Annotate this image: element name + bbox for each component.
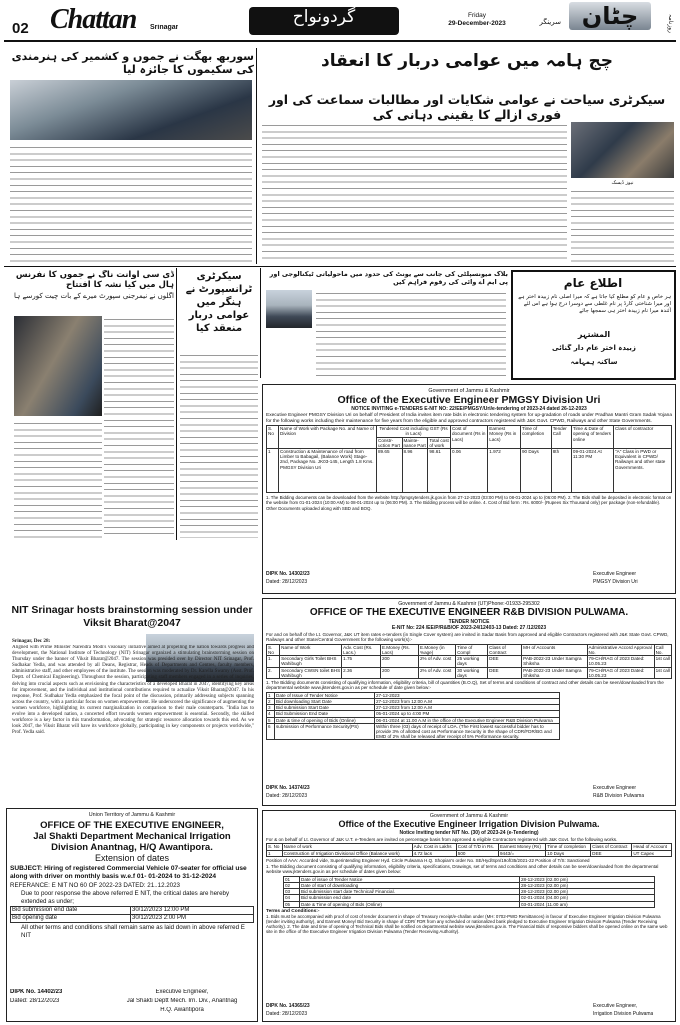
cell: 05-01-2024 up to 4:00 PM xyxy=(375,711,560,717)
cell: Date of issue of Tender Notice xyxy=(300,876,520,882)
cell: 01 xyxy=(284,876,300,882)
col-header: Time of completion xyxy=(520,426,551,449)
cell: 2.36 xyxy=(342,667,381,678)
pmgsy-dipk: DIPK No. 14302/23 xyxy=(266,571,310,577)
ir-extra: Position of AAA: Accorded vide, Superintending Engineer Hyd. Circle Pulwama H.Q. Shopian's order No. SE/Hyd/Spn/19of/35/2021-22 Position of T/S: Sanctioned xyxy=(266,857,590,863)
col-header: Time of completion xyxy=(546,844,591,850)
col-header: Adv. Cost in Lakhs xyxy=(412,844,456,850)
cell: DEE xyxy=(488,667,522,678)
col-header: Class of Contract xyxy=(591,844,632,850)
table-row xyxy=(267,667,672,678)
cell: Date of Issue of Tender Notice xyxy=(275,692,375,698)
col-header: Class of Contract xyxy=(488,644,522,655)
rb-schedule-table xyxy=(266,692,560,741)
notice-name: زبیدہ اختر عام دار گنائی xyxy=(552,344,636,352)
cell: 1. xyxy=(267,656,280,667)
public-notice xyxy=(511,270,676,380)
js-office: Jal Shakti Department Mechanical Irrigation xyxy=(33,831,231,842)
cell: 06-01-2024 at 11.00 A.M in the office of the Executive Engineer R&B Division Pulwama xyxy=(375,717,560,723)
col-group-header: Tendered Cost including GST (Rs in Lacs) xyxy=(377,426,451,437)
nit-dateline: Srinagar, Dec 28: xyxy=(12,638,51,644)
cell: PAB-2022-23 Under Samgra Shiksha xyxy=(522,656,587,667)
cell: Bid submission start date Technical/ Financial. xyxy=(300,889,520,895)
notice-body: ہر خاص و عام کو مطلع کیا جاتا ہے کہ میرا اصلی نام زبیدہ اختر ہے اور میرا شناختی کارڈ پر نام غلطی سے دوسرا درج ہوا ہے اس لئے آئندہ میرا نام زبیدہ اختر ہی سمجھا جائے xyxy=(518,294,671,314)
js-govt: Union Territory of Jammu & Kashmir xyxy=(88,812,176,818)
js-office: Division Anantnag, H/Q Awantipora. xyxy=(51,842,213,853)
lead-photo-caption: نیوز ڈیسک xyxy=(611,180,634,186)
cell: 27-12-2023 from 12:00 A.M xyxy=(375,699,560,705)
story2-photo xyxy=(10,80,252,140)
tender-irrigation xyxy=(262,810,676,1022)
pmgsy-dated: Dated: 28/12/2023 xyxy=(266,579,308,585)
ir-notice: Notice Inviting tender NIT No. (30) of 2023-24 (e-Tendering) xyxy=(399,830,539,836)
col-header: Head of Account xyxy=(632,844,672,850)
col-header: Administrative Accord Approval No. xyxy=(587,644,654,655)
cell: 2% of Adv. cost xyxy=(418,656,455,667)
cell: 6 xyxy=(267,723,275,740)
cell: 30/12/2023 2:00 PM xyxy=(131,915,254,923)
col-header: Class of contractor xyxy=(614,426,672,449)
nit-story xyxy=(6,604,258,804)
cell: Date of start of downloading xyxy=(300,882,520,888)
cell: 1 xyxy=(267,449,279,493)
cell: 30 working days xyxy=(456,667,488,678)
col-header: E.Money (in %age) xyxy=(418,644,455,655)
cell: Date & time of opening of Bids (Online) xyxy=(275,717,375,723)
cell: 1st call xyxy=(654,667,671,678)
js-sign: H.Q. Awantipora xyxy=(160,1007,204,1013)
col-header: S. No xyxy=(267,844,283,850)
cell: 30/12/2023 12:00 PM xyxy=(131,907,254,915)
cell: 3 xyxy=(267,705,275,711)
col-header: Name of Work with Package No. and Name of Division xyxy=(279,426,377,449)
notice-label: المشتہر xyxy=(577,330,611,339)
divider xyxy=(176,268,177,540)
story5-body xyxy=(316,290,506,380)
cell: 89.65 xyxy=(377,449,403,493)
ir-terms: 1. Bids must be accompanied with proof of cost of tender document in shape of Treasury receipt/e-challan under (MH: 0702-PWD Remittances) in favour of Executive Engineer Irrigation Division Pulwama (tender inviting authority), and Earnest Money/ Bid Security in shape of CDR/ FDR from any scheduled or nationalized bank pledged to Executive Engineer Irrigation Division Pulwama (Tender Receiving Authority). 2. The date and time of opening of Technical Bids shall be notified on departmental website www.jktenders.gov.in. The Financial Bids of responsive bidders shall be opened online on the same web site in the office of the Executive Engineer Irrigation Division Pulwama (Tender Receiving Authority). xyxy=(266,913,668,935)
ir-schedule-table xyxy=(283,876,655,908)
col-header: S. No xyxy=(267,644,280,655)
cell: 2. xyxy=(267,667,280,678)
divider xyxy=(4,266,676,267)
col-header: Time of Compl xyxy=(456,644,488,655)
js-reference: REFERANCE: E NIT NO 60 OF 2022-23 DATED: 21..12.2023 xyxy=(10,882,180,889)
cell: 02 xyxy=(284,882,300,888)
col-header: Time & Date of opening of tenders online xyxy=(571,426,613,449)
col-header: Mainte-nance Part xyxy=(402,437,428,448)
cell: Secondary Girls Toilet BHS Wahibugh xyxy=(280,656,342,667)
cell: 28-12-2023 (02.00 pm) xyxy=(520,889,655,895)
rb-enit: E-NIT No: 224 /EE/P/R&B/OF 2023-24/12403-13 Dated: 27 /12/2023 xyxy=(391,625,547,631)
rb-dated: Dated: 28/12/2023 xyxy=(266,793,308,799)
col-header: Adv. Cost (Rs. Lacs.) xyxy=(342,644,381,655)
pmgsy-footnotes: 1. The Bidding documents can be downloaded from the website http://pmgsytenders.jk.gov.in from 27-12-2023 (03:00 PM) to 08-01-2024 up to (06:00 PM). 2. The Bids shall be deposited in electronic format on the website from 01-01-2024 (10:00 AM) to 08-01-2024 up to (06:00 PM). 3. The Bidding process will be online. 4. Cost of Bid form : Rs. 6000/- (Rupees Six Thousand only) per package (non-refundable). Other Documents uploaded along with SBD and BOQ. xyxy=(266,495,672,511)
col-header: MH of Accounts xyxy=(522,644,587,655)
cell: Bid Submission End Date xyxy=(275,711,375,717)
col-header: Constr-uction Part xyxy=(377,437,403,448)
cell: submission of Performance Security(PS) xyxy=(275,723,375,740)
pmgsy-sign: Executive Engineer xyxy=(593,571,637,577)
table-row xyxy=(267,656,672,667)
js-dipk: DIPK No. 14402/23 xyxy=(10,989,63,995)
section-title: گردونواح xyxy=(249,7,399,35)
cell: 27-12-2023 xyxy=(375,692,560,698)
tender-pmgsy xyxy=(262,384,676,594)
masthead-city: Srinagar xyxy=(150,24,179,31)
cell: 4 xyxy=(267,711,275,717)
lead-subhead: سیکرٹری سیاحت نے عوامی شکایات اور مطالبات سماعت کی اور فوری ازالے کا یقینی دہانی کی xyxy=(268,92,666,122)
cell: 4.72 lacs xyxy=(412,850,456,856)
js-extension: Extension of dates xyxy=(94,853,170,863)
story5-photo xyxy=(266,290,312,328)
ir-table xyxy=(266,843,672,856)
rb-govt: Government of Jammu & Kashmir (UT)Phone:-01933-295302 xyxy=(398,601,540,607)
lead-body-col xyxy=(571,188,674,262)
cell: 09-01-2024 At 11:30 PM xyxy=(571,449,613,493)
cell: 04 xyxy=(284,895,300,901)
rb-sign: Executive Engineer xyxy=(593,785,637,791)
col-header: Earnest Money (Rs in Lacs) xyxy=(488,426,521,449)
col-header: Earnest Money (Rs) xyxy=(499,844,546,850)
cell: DEE xyxy=(488,656,522,667)
nit-body: Aligned with Prime Minister Narendra Modi's visionary initiative aimed at propelling the nation towards progress and development, the National Institute of Technology (NIT) Srinagar organized a stimulating brainstorming session on Thursday under the banner of Viksit Bharat@2047. The session was presided over by Director NIT Srinagar, Prof. Sudhakar Yedla, and was attended by all Deans, Registrar, Heads of Departments and Centres, faculty members, administrative staff, and other employees of the institute. The session was moderated by Dr. Karella Swamy (Asst. Prof. Deptt. of Chemical Engineering). Throughout the session, participating staff members engaged in a series of inquiries, delving into crucial aspects such as envisioning the characteristics of a developed Bharat in 2047, identifying key areas for improvement, and the individual and institutional contributions required to actualize Viksit Bharat@2047. In his response, Prof. Sudhakar Yedla emphasized the focal point of the discussion, primarily addressing subjects spanning across the country, with a particular focus on women empowerment. He underscored the significance of augmenting the women workforce, highlighting its current marginalization in comparison to their male counterparts. "India has to evolve into a developed nation, a concerted effort towards women empowerment is essential. Secondly, the skilled workforce is a key factor in this transformation, advocating for strategic resource allocation towards this end. As we look 2047, the Viksit Bharat will have its workforce globally, participating in key components or projects worldwide," Prof. Yedla said. xyxy=(12,645,254,736)
table-row xyxy=(267,449,672,493)
cell: Construction of Irrigation Divisional Office (Balance work) xyxy=(282,850,412,856)
ir-terms-head: Terms and Conditions:- xyxy=(266,908,320,914)
col-header: Name of work xyxy=(282,844,412,850)
table-row xyxy=(267,850,672,856)
rb-office: OFFICE OF THE EXECUTIVE ENGINEER R&B DIVISION PULWAMA. xyxy=(309,607,629,618)
cell: 1st call xyxy=(654,656,671,667)
paper-name: Chattan xyxy=(50,4,137,35)
col-header: Call No. xyxy=(654,644,671,655)
cell: Bid submission end date xyxy=(11,907,131,915)
cell: Bid opening date xyxy=(11,915,131,923)
cell: UT Capex xyxy=(632,850,672,856)
pmgsy-table xyxy=(266,425,672,493)
ir-office: Office of the Executive Engineer Irrigation Division Pulwama. xyxy=(338,819,600,829)
table-row xyxy=(267,723,560,740)
table-row xyxy=(11,915,254,923)
issue-date: 29-December-2023 xyxy=(448,20,506,27)
cell: DEE xyxy=(591,850,632,856)
cell: 8.96 xyxy=(402,449,428,493)
tender-jalshakti xyxy=(6,808,258,1022)
col-header: Cost of document (Rs in Lacs) xyxy=(450,426,487,449)
lead-body xyxy=(262,122,567,262)
ir-schedule-intro: 1. The Bidding document consisting of qualifying information, eligibility criteria, specifications, Drawings, set of terms and conditions and other details can be seen/downloaded from the departmental website www.jktenders.gov.in as per schedule of dates given below: xyxy=(266,864,659,875)
cell: 200 xyxy=(380,667,418,678)
cell: 28-12-2023 (02.00 pm) xyxy=(520,876,655,882)
cell: 1.75 xyxy=(342,656,381,667)
nit-headline: NIT Srinagar hosts brainstorming session under Viksit Bharat@2047 xyxy=(11,604,253,629)
lead-headline: چج ہامہ میں عوامی دربار کا انعقاد xyxy=(321,51,613,71)
cell: 5 xyxy=(267,717,275,723)
js-body: Due to poor response the above referred E NIT, the critical dates are hereby extended as under; xyxy=(21,890,230,905)
cell: 9443/= xyxy=(499,850,546,856)
cell: 03-01-2024 (11.00 am) xyxy=(520,901,655,907)
masthead-city-urdu: سرینگر xyxy=(539,18,561,26)
col-header: Tender Call xyxy=(551,426,571,449)
story5-headline: بلاک میونسپلٹی کی جانب سے یونٹ کی حدود میں ماحولیاتی ٹیکنالوجی اور پی ایم اے وائی کی رقوم فراہم کیں xyxy=(269,270,508,286)
table-row xyxy=(284,901,655,907)
ir-intro: For & on behalf of Lt. Governor of J&K U.T. e-Tenders are invited on percentage basis from approved & eligible Contractors registered with J&K Govt. for the following works. xyxy=(266,837,618,842)
js-sign: Jal Shakti Deptt Mech. Irri. Div., Anantnag xyxy=(126,998,238,1004)
ir-govt: Government of Jammu & Kashmir xyxy=(429,813,509,819)
cell: 79-CH/RAG of 2023 Dated: 10.05.23 xyxy=(587,667,654,678)
cell: Secondary CWSN toilet BHS Wahibugh xyxy=(281,667,341,678)
cell: 28-12-2023 (02.00 pm) xyxy=(520,882,655,888)
divider xyxy=(256,48,257,264)
js-after: All other terms and conditions shall remain same as laid down in above referred E NIT xyxy=(21,924,245,939)
cell: 1.972 xyxy=(488,449,521,493)
rb-table xyxy=(266,644,672,679)
cell: Bid downloading Start Date xyxy=(275,699,375,705)
rb-dipk: DIPK No. 14374/23 xyxy=(266,785,310,791)
js-sign: Executive Engineer, xyxy=(155,989,209,995)
pmgsy-govt: Government of Jammu & Kashmir xyxy=(428,388,510,394)
story2-headline: سوربھ بھگت نے جموں و کشمیر کی ہنرمندی کی سکیموں کا جائزہ لیا xyxy=(11,50,254,76)
cell: 98.61 xyxy=(428,449,451,493)
js-dated: Dated: 28/12/2023 xyxy=(10,998,60,1004)
story4-body xyxy=(180,352,258,538)
cell: 500 xyxy=(456,850,498,856)
cell: 2 xyxy=(267,699,275,705)
col-header: S. No xyxy=(267,426,279,449)
js-table xyxy=(10,906,254,923)
pmgsy-sign: PMGSY Division Uri xyxy=(593,579,638,585)
cell: 02-01-2024 (04.00 pm) xyxy=(520,895,655,901)
cell: 1 xyxy=(267,850,283,856)
cell: Date & Time of opening of Bids (Online) xyxy=(300,901,520,907)
story3-subhead: اگلوں نے نیمرجنی سپورٹ میرے کے بات چیت کورسے ہا xyxy=(13,292,174,300)
cell: 25 working days xyxy=(456,656,488,667)
cell: "A" Class in PWD or Equivalent in CPWD/ Railways and other state Governments. xyxy=(614,449,672,493)
cell: 1 xyxy=(267,692,275,698)
story3-headline: ڈی سی اوانت ناگ نے جموں کا نفرنس ہال میں کیا نشہ کا افتتاح xyxy=(15,270,174,290)
cell: 0.06 xyxy=(450,449,487,493)
cell: 2% of Adv. cost xyxy=(418,667,455,678)
story3-body xyxy=(14,420,102,538)
table-row xyxy=(11,907,254,915)
story3-body xyxy=(104,316,174,538)
cell: 8th xyxy=(551,449,571,493)
cell: 05 xyxy=(284,901,300,907)
rb-sign: R&B Division Pulwama xyxy=(593,793,645,799)
col-header: Total cost of work xyxy=(429,437,449,448)
ir-dipk: DIPK No. 14365/23 xyxy=(266,1003,310,1009)
story2-body xyxy=(10,144,252,262)
pmgsy-notice: NOTICE INVITING e-TENDERS E-NIT NO: 22/EE/PMGSY/Uri/e-tendering of 2023-24 dated 26-12-2023 xyxy=(351,406,587,412)
cell: Within three (03) days of receipt of LOA. (The First lowest successful bidder has to provide 3% of allotted cost as Performance Security in the shape of CDR/FDR/BG and EMD of 2% shall be released after receipt of 5% Performance security. xyxy=(375,723,560,740)
ir-sign: Irrigation Division Pulwama xyxy=(593,1011,654,1017)
issue-day: Friday xyxy=(467,12,487,19)
cell: 03 xyxy=(284,889,300,895)
rb-intro: For and on behalf of the Lt. Governor, J&K UT item rates e-tenders (in Single Cover system) are invited in Sadar Basis from approved and eligible Contractors registered with J&K State Govt. CPWD, Railways and other State/Central Government for the following work(s):- xyxy=(266,632,669,643)
story3-photo xyxy=(14,316,102,416)
rb-schedule-intro: 1. The Bidding documents consisting of qualifying information, eligibility criteria, bill of quantities (B.O.Q), Set of terms and conditions of contract and other details can be seen/downloaded from the departmental website www.jktenders.gov.in as per schedule of date given below:- xyxy=(266,680,664,691)
cell: Bid submission end date xyxy=(300,895,520,901)
page-number: 02 xyxy=(12,20,29,37)
ir-sign: Executive Engineer, xyxy=(593,1003,638,1009)
col-header: Name of Work xyxy=(280,644,342,655)
tender-rb xyxy=(262,598,676,806)
cell: 200 xyxy=(380,656,418,667)
js-subject: SUBJECT: Hiring of registered Commercial Vehicle 07-seater for official use along with driver on monthly basis w.e.f 01- 01-2024 to 31-12-2024 xyxy=(10,865,247,880)
divider xyxy=(260,268,261,378)
story4-headline: سیکرٹری ٹرانسپورٹ نے ہنگر میں عوامی دربار منعقد کیا xyxy=(185,271,253,334)
urdu-daily: روزنامہ xyxy=(667,14,674,33)
col-header: E.Money (Rs. Lacs) xyxy=(380,644,418,655)
cell: PAB-2022-23 Under Samgra Shiksha xyxy=(522,667,587,678)
notice-address: ساکنہ ہمہامہ xyxy=(570,358,618,366)
urdu-title: چٹان xyxy=(569,2,651,30)
masthead xyxy=(4,2,676,42)
table-row xyxy=(267,717,560,723)
cell: Construction & Maintenance of road from Limber to Babagail, (Balance Work) Stage-2nd, Package No. JK03-145, Length 1.8 Kms. PMGSY Division Uri xyxy=(279,449,377,493)
pmgsy-intro: Executive Engineer PMGSY Division Uri on behalf of President of India invites item rate bids in electronic tendering system for up-gradation of roads under Pradhan Mantri Gram Sadak Yojana for the following works including their maintenance for five years from the eligible and approved contractors registered with J&K Govt. CPWD, Railways and other State Governments. xyxy=(266,413,672,424)
pmgsy-office: Office of the Executive Engineer PMGSY Division Uri xyxy=(337,394,601,406)
lead-photo xyxy=(571,122,674,178)
cell: Bid submission Start Date xyxy=(275,705,375,711)
cell: 10 Days xyxy=(546,850,591,856)
rb-notice: TENDER NOTICE xyxy=(448,619,490,625)
ir-dated: Dated: 28/12/2023 xyxy=(266,1011,308,1017)
col-header: Cost of T/D in Rs. xyxy=(456,844,498,850)
cell: 27-12-2023 from 12:00 A.M xyxy=(375,705,560,711)
cell: 79-CH/RAG of 2023 Dated: 10.05.23 xyxy=(587,656,654,667)
js-office: OFFICE OF THE EXECUTIVE ENGINEER, xyxy=(40,820,224,831)
notice-title: اطلاع عام xyxy=(563,276,623,290)
cell: 90 Days xyxy=(520,449,551,493)
